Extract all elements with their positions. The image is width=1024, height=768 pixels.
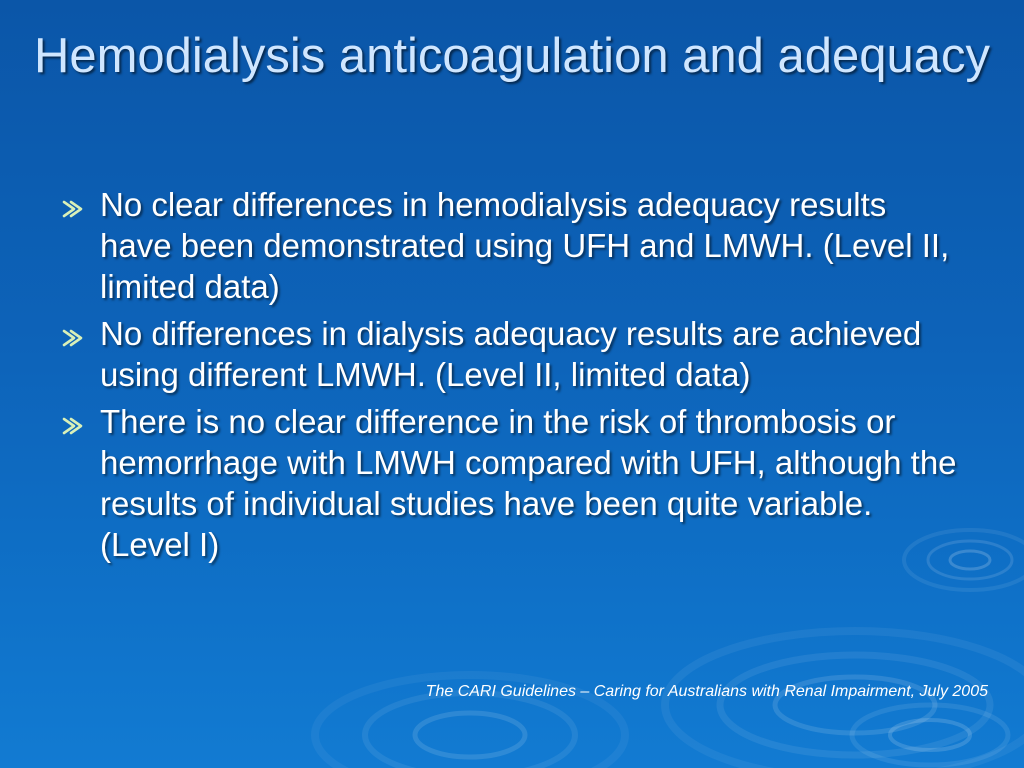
bullet-text: No clear differences in hemodialysis adequacy results have been demonstrated using UFH and LMWH. (Level II, limited data) (100, 186, 950, 305)
citation: The CARI Guidelines – Caring for Australians with Renal Impairment, July 2005 (425, 683, 988, 700)
chevron-right-icon (62, 329, 84, 347)
bullet-item (62, 313, 962, 395)
slide-title: Hemodialysis anticoagulation and adequacy (33, 29, 991, 83)
bullet-text: No differences in dialysis adequacy results are achieved using different LMWH. (Level II, limited data) (100, 315, 922, 393)
bullet-item (62, 401, 962, 565)
bullet-list (62, 184, 962, 571)
chevron-right-icon (62, 200, 84, 218)
bullet-text: There is no clear difference in the risk of thrombosis or hemorrhage with LMWH compared with UFH, although the results of individual studies have been quite variable. (Level I) (100, 403, 957, 563)
bullet-item (62, 184, 962, 307)
chevron-right-icon (62, 417, 84, 435)
